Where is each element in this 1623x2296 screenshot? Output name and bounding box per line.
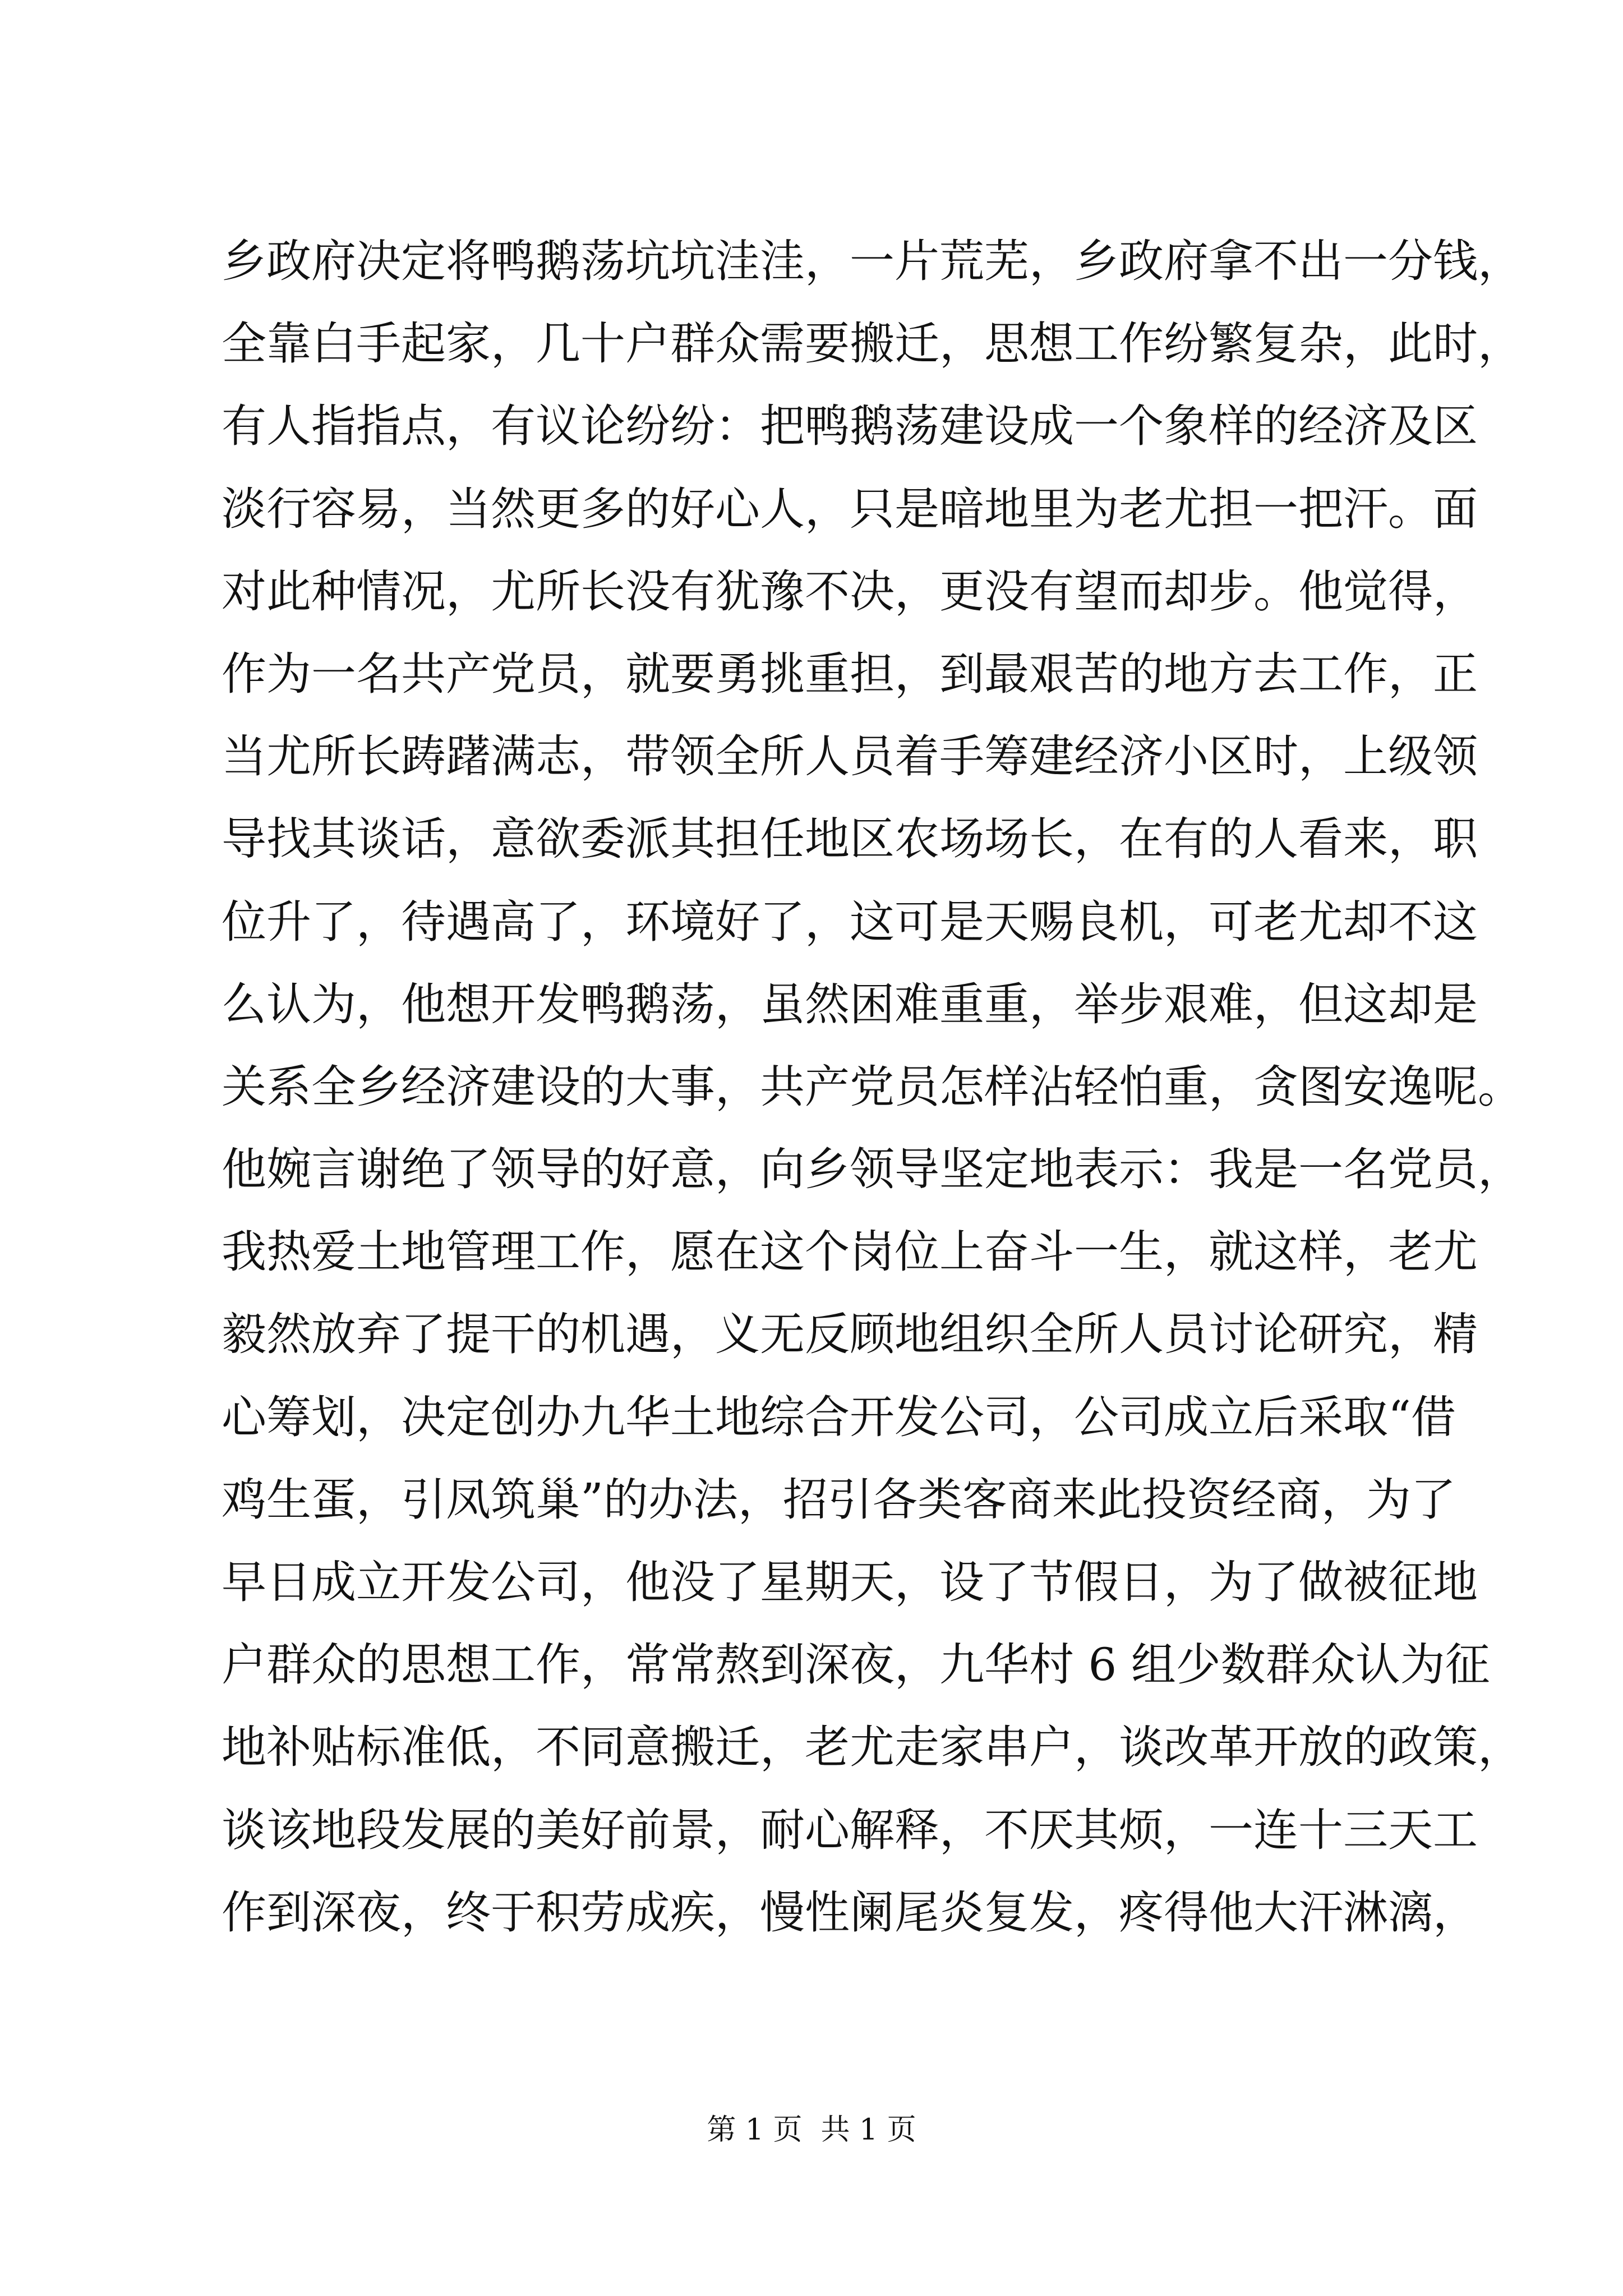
text-line: 对此种情况，尤所长没有犹豫不决，更没有望而却步。他觉得， xyxy=(222,565,1478,618)
text-line: 么认为，他想开发鸭鹅荡，虽然困难重重，举步艰难，但这却是 xyxy=(222,978,1478,1030)
text-line: 鸡生蛋，引凤筑巢”的办法，招引各类客商来此投资经商，为了 xyxy=(222,1473,1456,1526)
text-line: 他婉言谢绝了领导的好意，向乡领导坚定地表示：我是一名党员， xyxy=(222,1143,1523,1196)
text-line: 户群众的思想工作，常常熬到深夜，九华村 6 组少数群众认为征 xyxy=(222,1639,1490,1691)
text-line: 谈该地段发展的美好前景，耐心解释，不厌其烦，一连十三天工 xyxy=(222,1803,1478,1856)
text-line: 早日成立开发公司，他没了星期天，设了节假日，为了做被征地 xyxy=(222,1556,1478,1608)
text-line: 我热爱土地管理工作，愿在这个岗位上奋斗一生，就这样，老尤 xyxy=(222,1226,1478,1278)
text-line: 有人指指点，有议论纷纷：把鸭鹅荡建设成一个象样的经济及区 xyxy=(222,400,1478,453)
text-line: 地补贴标准低，不同意搬迁，老尤走家串户，谈改革开放的政策， xyxy=(222,1721,1523,1774)
text-line: 心筹划，决定创办九华土地综合开发公司，公司成立后采取“借 xyxy=(222,1391,1456,1443)
body-text xyxy=(222,220,1523,1954)
text-line: 导找其谈话，意欲委派其担任地区农场场长，在有的人看来，职 xyxy=(222,813,1478,866)
text-line: 当尤所长踌躇满志，带领全所人员着手筹建经济小区时，上级领 xyxy=(222,730,1478,783)
text-line: 位升了，待遇高了，环境好了，这可是天赐良机，可老尤却不这 xyxy=(222,895,1478,948)
text-line: 全靠白手起家，几十户群众需要搬迁，思想工作纷繁复杂，此时， xyxy=(222,318,1523,370)
text-line: 关系全乡经济建设的大事，共产党员怎样沾轻怕重，贪图安逸呢。 xyxy=(222,1060,1523,1113)
text-line: 淡行容易，当然更多的好心人，只是暗地里为老尤担一把汗。面 xyxy=(222,482,1478,535)
text-line: 作为一名共产党员，就要勇挑重担，到最艰苦的地方去工作，正 xyxy=(222,647,1478,700)
text-line: 乡政府决定将鸭鹅荡坑坑洼洼，一片荒芜，乡政府拿不出一分钱， xyxy=(222,235,1523,287)
page-number-footer: 第 1 页 共 1 页 xyxy=(707,2113,916,2147)
text-line: 毅然放弃了提干的机遇，义无反顾地组织全所人员讨论研究，精 xyxy=(222,1308,1478,1361)
text-line: 作到深夜，终于积劳成疾，慢性阑尾炎复发，疼得他大汗淋漓， xyxy=(222,1886,1478,1939)
